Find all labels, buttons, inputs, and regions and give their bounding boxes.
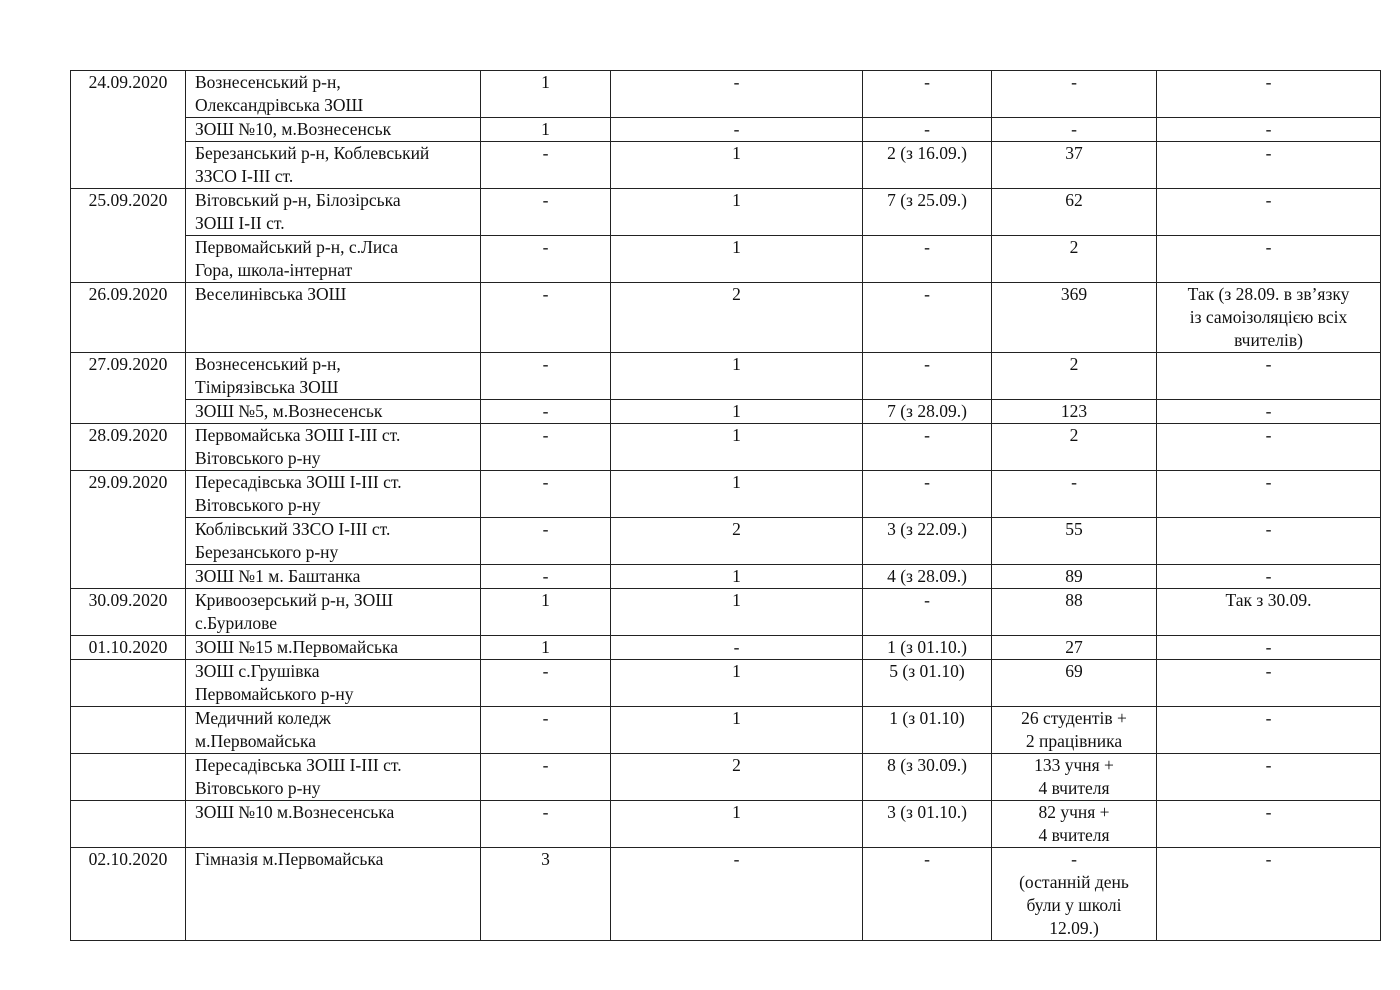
- contacts-cell: -: [481, 471, 611, 518]
- contacts-cell: -: [481, 189, 611, 236]
- distance-learning-cell: -: [1157, 424, 1381, 471]
- cases-cell: 2: [611, 754, 863, 801]
- date-cell: 25.09.2020: [71, 189, 186, 283]
- school-cell: Вознесенський р-н, Тімірязівська ЗОШ: [186, 353, 481, 400]
- cases-cell: 1: [611, 424, 863, 471]
- students-cell: 2: [992, 353, 1157, 400]
- cases-cell: 2: [611, 518, 863, 565]
- students-cell: 62: [992, 189, 1157, 236]
- students-cell: 88: [992, 589, 1157, 636]
- contacts-cell: -: [481, 660, 611, 707]
- cases-cell: 1: [611, 589, 863, 636]
- isolation-cell: 3 (з 01.10.): [863, 801, 992, 848]
- cases-cell: -: [611, 118, 863, 142]
- cases-cell: 1: [611, 142, 863, 189]
- school-cell: Пересадівська ЗОШ І-ІІІ ст. Вітовського р-ну: [186, 754, 481, 801]
- date-cell: 29.09.2020: [71, 471, 186, 589]
- isolation-cell: 3 (з 22.09.): [863, 518, 992, 565]
- contacts-cell: -: [481, 801, 611, 848]
- isolation-cell: -: [863, 424, 992, 471]
- students-cell: 26 студентів + 2 працівника: [992, 707, 1157, 754]
- table-row: [71, 518, 1381, 565]
- table-row: [71, 142, 1381, 189]
- isolation-cell: 7 (з 25.09.): [863, 189, 992, 236]
- distance-learning-cell: Так з 30.09.: [1157, 589, 1381, 636]
- students-cell: 133 учня + 4 вчителя: [992, 754, 1157, 801]
- cases-cell: 1: [611, 660, 863, 707]
- isolation-cell: -: [863, 118, 992, 142]
- school-cell: ЗОШ №15 м.Первомайська: [186, 636, 481, 660]
- cases-cell: 1: [611, 189, 863, 236]
- school-cell: Веселинівська ЗОШ: [186, 283, 481, 353]
- distance-learning-cell: -: [1157, 189, 1381, 236]
- distance-learning-cell: -: [1157, 801, 1381, 848]
- isolation-cell: 1 (з 01.10): [863, 707, 992, 754]
- cases-cell: 1: [611, 471, 863, 518]
- table-row: [71, 71, 1381, 118]
- contacts-cell: -: [481, 565, 611, 589]
- students-cell: 55: [992, 518, 1157, 565]
- isolation-cell: -: [863, 589, 992, 636]
- school-cell: ЗОШ №5, м.Вознесенськ: [186, 400, 481, 424]
- contacts-cell: -: [481, 424, 611, 471]
- school-cell: Первомайський р-н, с.Лиса Гора, школа-інтернат: [186, 236, 481, 283]
- contacts-cell: 3: [481, 848, 611, 941]
- cases-cell: 1: [611, 707, 863, 754]
- isolation-cell: -: [863, 848, 992, 941]
- contacts-cell: -: [481, 142, 611, 189]
- table-row: [71, 471, 1381, 518]
- contacts-cell: -: [481, 754, 611, 801]
- contacts-cell: -: [481, 707, 611, 754]
- date-cell: 30.09.2020: [71, 589, 186, 636]
- isolation-cell: 4 (з 28.09.): [863, 565, 992, 589]
- distance-learning-cell: -: [1157, 353, 1381, 400]
- isolation-cell: 5 (з 01.10): [863, 660, 992, 707]
- date-cell: 24.09.2020: [71, 71, 186, 189]
- cases-cell: 1: [611, 801, 863, 848]
- distance-learning-cell: -: [1157, 471, 1381, 518]
- school-cell: ЗОШ №1 м. Баштанка: [186, 565, 481, 589]
- isolation-cell: 2 (з 16.09.): [863, 142, 992, 189]
- distance-learning-cell: -: [1157, 400, 1381, 424]
- date-cell: 01.10.2020: [71, 636, 186, 660]
- distance-learning-cell: -: [1157, 707, 1381, 754]
- date-cell: [71, 801, 186, 848]
- isolation-cell: -: [863, 71, 992, 118]
- students-cell: 89: [992, 565, 1157, 589]
- table-body: [71, 71, 1381, 941]
- students-cell: - (останній день були у школі 12.09.): [992, 848, 1157, 941]
- school-cell: Коблівський ЗЗСО І-ІІІ ст. Березанського р-ну: [186, 518, 481, 565]
- distance-learning-cell: -: [1157, 848, 1381, 941]
- date-cell: [71, 754, 186, 801]
- distance-learning-cell: -: [1157, 118, 1381, 142]
- distance-learning-cell: Так (з 28.09. в зв’язку із самоізоляцією всіх вчителів): [1157, 283, 1381, 353]
- table-row: [71, 353, 1381, 400]
- school-cell: Вознесенський р-н, Олександрівська ЗОШ: [186, 71, 481, 118]
- date-cell: [71, 707, 186, 754]
- cases-cell: 2: [611, 283, 863, 353]
- distance-learning-cell: -: [1157, 518, 1381, 565]
- table-row: [71, 283, 1381, 353]
- table-row: [71, 189, 1381, 236]
- isolation-cell: -: [863, 283, 992, 353]
- isolation-cell: 1 (з 01.10.): [863, 636, 992, 660]
- school-cell: ЗОШ с.Грушівка Первомайського р-ну: [186, 660, 481, 707]
- cases-cell: 1: [611, 400, 863, 424]
- table-row: [71, 754, 1381, 801]
- school-cell: Первомайська ЗОШ І-ІІІ ст. Вітовського р-ну: [186, 424, 481, 471]
- distance-learning-cell: -: [1157, 660, 1381, 707]
- distance-learning-cell: -: [1157, 565, 1381, 589]
- school-cases-table: [70, 70, 1381, 941]
- table-row: [71, 424, 1381, 471]
- date-cell: 27.09.2020: [71, 353, 186, 424]
- table-row: [71, 707, 1381, 754]
- date-cell: 02.10.2020: [71, 848, 186, 941]
- table-row: [71, 565, 1381, 589]
- contacts-cell: -: [481, 518, 611, 565]
- cases-cell: -: [611, 71, 863, 118]
- students-cell: 123: [992, 400, 1157, 424]
- isolation-cell: 7 (з 28.09.): [863, 400, 992, 424]
- distance-learning-cell: -: [1157, 142, 1381, 189]
- table-row: [71, 236, 1381, 283]
- cases-cell: 1: [611, 565, 863, 589]
- students-cell: -: [992, 471, 1157, 518]
- contacts-cell: -: [481, 400, 611, 424]
- table-row: [71, 589, 1381, 636]
- school-cell: Медичний коледж м.Первомайська: [186, 707, 481, 754]
- school-cell: Пересадівська ЗОШ І-ІІІ ст. Вітовського р-ну: [186, 471, 481, 518]
- students-cell: 27: [992, 636, 1157, 660]
- contacts-cell: -: [481, 353, 611, 400]
- school-cell: Гімназія м.Первомайська: [186, 848, 481, 941]
- contacts-cell: 1: [481, 71, 611, 118]
- school-cell: Кривоозерський р-н, ЗОШ с.Бурилове: [186, 589, 481, 636]
- contacts-cell: 1: [481, 118, 611, 142]
- cases-cell: 1: [611, 236, 863, 283]
- school-cell: Березанський р-н, Коблевський ЗЗСО І-ІІІ ст.: [186, 142, 481, 189]
- school-cell: Вітовський р-н, Білозірська ЗОШ І-ІІ ст.: [186, 189, 481, 236]
- date-cell: [71, 660, 186, 707]
- contacts-cell: 1: [481, 589, 611, 636]
- students-cell: -: [992, 118, 1157, 142]
- cases-cell: -: [611, 636, 863, 660]
- isolation-cell: -: [863, 236, 992, 283]
- school-cell: ЗОШ №10 м.Вознесенська: [186, 801, 481, 848]
- cases-cell: -: [611, 848, 863, 941]
- distance-learning-cell: -: [1157, 71, 1381, 118]
- table-row: [71, 118, 1381, 142]
- distance-learning-cell: -: [1157, 236, 1381, 283]
- students-cell: 2: [992, 424, 1157, 471]
- students-cell: 82 учня + 4 вчителя: [992, 801, 1157, 848]
- distance-learning-cell: -: [1157, 636, 1381, 660]
- contacts-cell: -: [481, 283, 611, 353]
- table-row: [71, 801, 1381, 848]
- table-row: [71, 400, 1381, 424]
- table-row: [71, 660, 1381, 707]
- students-cell: 37: [992, 142, 1157, 189]
- table-row: [71, 848, 1381, 941]
- cases-cell: 1: [611, 353, 863, 400]
- date-cell: 26.09.2020: [71, 283, 186, 353]
- isolation-cell: -: [863, 353, 992, 400]
- students-cell: -: [992, 71, 1157, 118]
- students-cell: 369: [992, 283, 1157, 353]
- contacts-cell: -: [481, 236, 611, 283]
- distance-learning-cell: -: [1157, 754, 1381, 801]
- students-cell: 2: [992, 236, 1157, 283]
- table-row: [71, 636, 1381, 660]
- school-cell: ЗОШ №10, м.Вознесенськ: [186, 118, 481, 142]
- contacts-cell: 1: [481, 636, 611, 660]
- isolation-cell: -: [863, 471, 992, 518]
- isolation-cell: 8 (з 30.09.): [863, 754, 992, 801]
- students-cell: 69: [992, 660, 1157, 707]
- date-cell: 28.09.2020: [71, 424, 186, 471]
